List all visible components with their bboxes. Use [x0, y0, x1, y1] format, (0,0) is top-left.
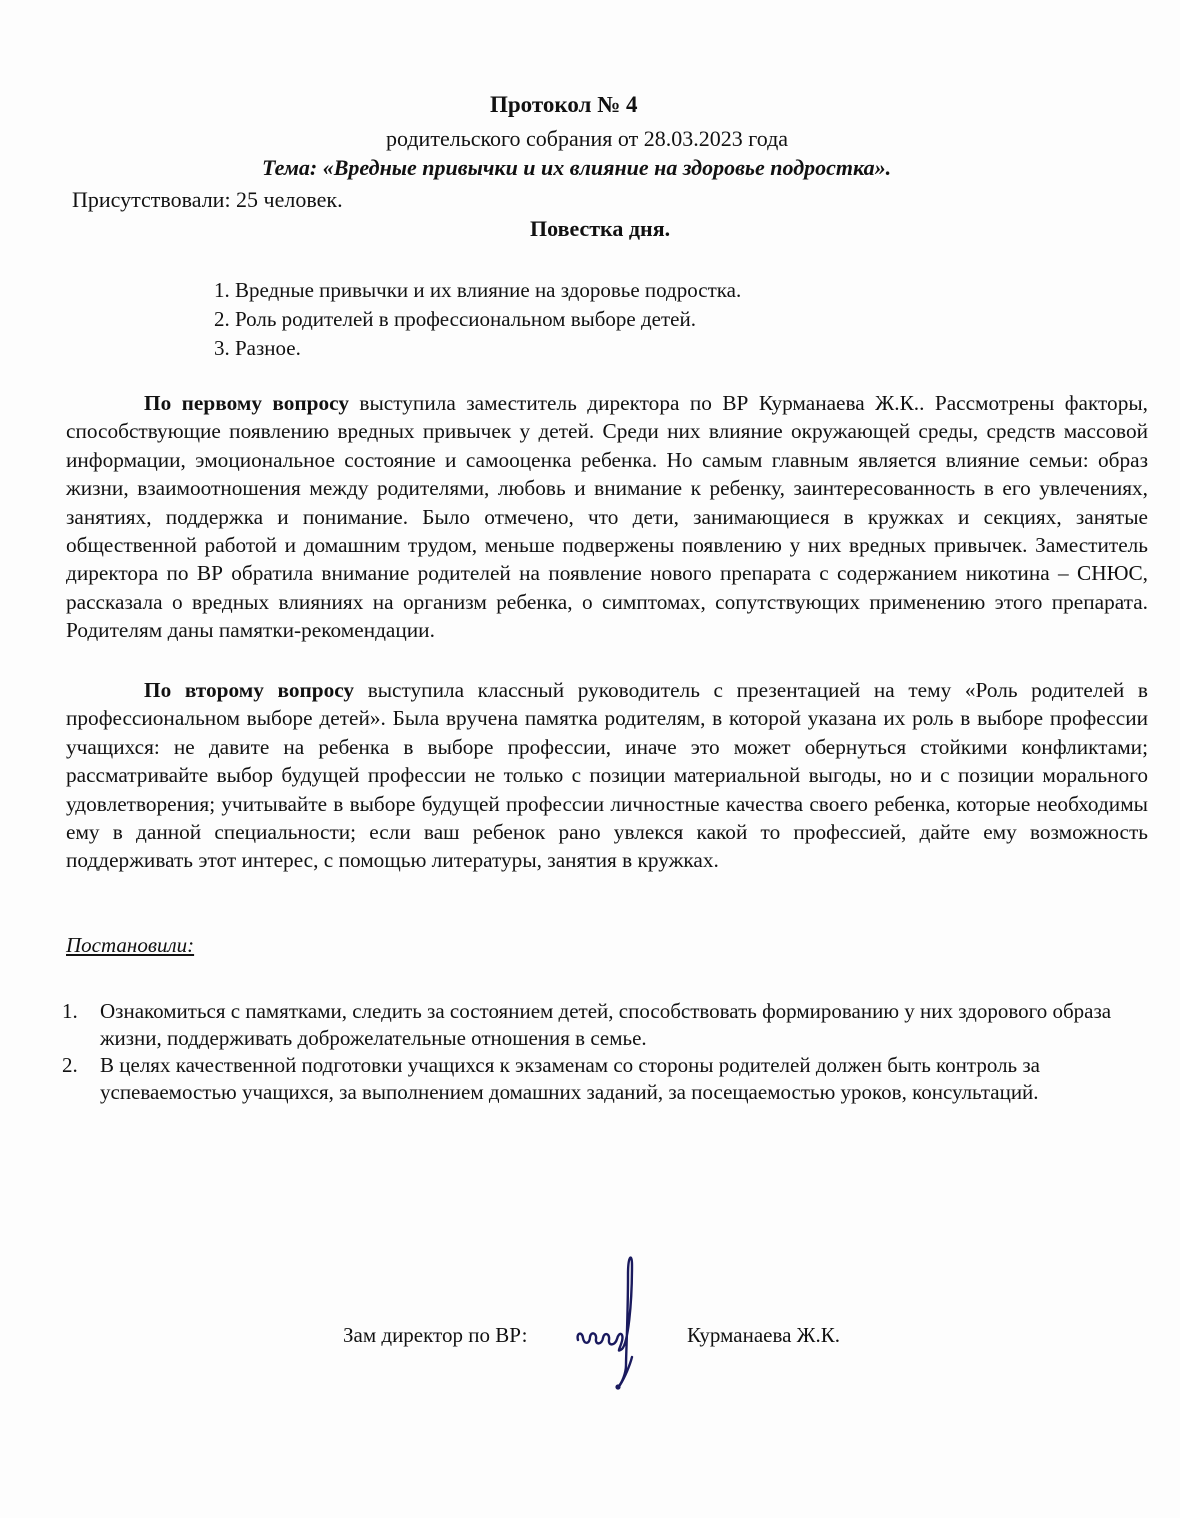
resolution-number: 2. [62, 1053, 78, 1077]
resolution-text: В целях качественной подготовки учащихся к экзаменам со стороны родителей должен быть контроль за успеваемостью учащихся, за выполнением домашних заданий, за посещаемостью уроков, консультаций. [100, 1053, 1040, 1104]
agenda-list [214, 276, 741, 363]
paragraph-body: выступила заместитель директора по ВР Курманаева Ж.К.. Рассмотрены факторы, способствующие появлению вредных привычек у детей. Среди них влияние окружающей среды, средств массовой информации, эмоциональное состояние и самооценка ребенка. Но самым главным является влияние семьи: образ жизни, взаимоотношения между родителями, любовь и внимание к ребенку, заинтересованность в его увлечениях, занятиях, поддержка и понимание. Было отмечено, что дети, занимающиеся в кружках и секциях, занятые общественной работой и домашним трудом, меньше подвержены появлению у них вредных привычек. Заместитель директора по ВР обратила внимание родителей на появление нового препарата с содержанием никотина – СНЮС, рассказала о вредных влияниях на организм ребенка, о симптомах, сопутствующих применению этого препарата. Родителям даны памятки-рекомендации. [66, 391, 1148, 643]
paragraph-lead: По второму вопросу [144, 678, 355, 702]
document-subtitle: родительского собрания от 28.03.2023 года [386, 126, 789, 151]
meeting-theme: Тема: «Вредные привычки и их влияние на здоровье подростка». [262, 155, 892, 180]
paragraph-first-question [66, 389, 1148, 645]
paragraph-body: выступила классный руководитель с презентацией на тему «Роль родителей в профессиональном выборе детей». Была вручена памятка родителям, в которой указана их роль в выборе профессии учащихся: не давите на ребенка в выборе профессии, иначе это может обернуться стойкими конфликтами; рассматривайте выбор будущей профессии не только с позиции материальной выгоды, но и с позиции морального удовлетворения; учитывайте в выборе будущей профессии личностные качества своего ребенка, которые необходимы ему в данной специальности; если ваш ребенок рано увлекся какой то профессией, дайте ему возможность поддерживать этот интерес, с помощью литературы, занятия в кружках. [66, 678, 1148, 873]
resolution-number: 1. [62, 999, 78, 1023]
agenda-item: 3. Разное. [214, 336, 301, 360]
resolution-heading: Постановили: [66, 933, 195, 957]
signatory-title: Зам директор по ВР: [343, 1323, 528, 1347]
agenda-heading: Повестка дня. [530, 216, 671, 241]
paragraph-second-question [66, 676, 1148, 875]
paragraph-lead: По первому вопросу [144, 391, 349, 415]
attendance: Присутствовали: 25 человек. [72, 187, 343, 212]
resolution-list [62, 998, 1122, 1106]
resolution-text: Ознакомиться с памятками, следить за состоянием детей, способствовать формированию у них здорового образа жизни, поддерживать доброжелательные отношения в семье. [100, 999, 1112, 1050]
resolution-item [62, 1052, 1122, 1106]
agenda-item: 1. Вредные привычки и их влияние на здоровье подростка. [214, 278, 742, 302]
document-title: Протокол № 4 [490, 92, 638, 117]
resolution-item [62, 998, 1122, 1052]
signatory-name: Курманаева Ж.К. [687, 1323, 840, 1347]
handwritten-signature-icon [570, 1245, 660, 1395]
agenda-item: 2. Роль родителей в профессиональном выборе детей. [214, 307, 696, 331]
